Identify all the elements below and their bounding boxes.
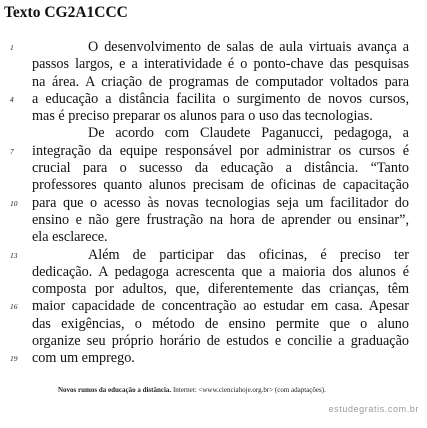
text-line bbox=[0, 177, 427, 194]
text-line bbox=[0, 350, 427, 367]
text-line bbox=[0, 74, 427, 91]
text-line bbox=[0, 108, 427, 125]
line-text: crucial para o sucesso da educação a distância. “Tanto bbox=[32, 160, 409, 177]
line-number: 10 bbox=[10, 198, 18, 208]
text-line bbox=[0, 247, 427, 264]
text-line bbox=[0, 143, 427, 160]
source-work-title: Novos rumos da educação a distância. bbox=[58, 386, 172, 394]
text-line bbox=[0, 281, 427, 298]
text-line bbox=[0, 125, 427, 142]
line-text: O desenvolvimento de salas de aula virtuais avança a bbox=[88, 39, 409, 55]
line-number: 1 bbox=[10, 43, 14, 52]
line-text: para que o acesso às novas tecnologias seja um facilitador do bbox=[32, 194, 409, 211]
line-text: dedicação. A pedagoga acrescenta que a maioria dos alunos é bbox=[32, 263, 409, 280]
source-details: Internet: <www.cienciahoje.org.br> (com adaptações). bbox=[172, 386, 326, 394]
text-body bbox=[0, 39, 427, 368]
line-text: De acordo com Claudete Paganucci, pedagoga, a bbox=[88, 125, 409, 142]
source-citation bbox=[58, 385, 326, 395]
text-line bbox=[0, 298, 427, 315]
text-line bbox=[0, 39, 427, 56]
text-title: Texto CG2A1CCC bbox=[4, 4, 128, 21]
line-text: mas é preciso preparar os alunos para o uso das tecnologias. bbox=[32, 108, 373, 125]
line-text: professores quanto alunos precisam de oficinas de capacitação bbox=[32, 177, 409, 194]
line-text: a educação a distância facilita o surgimento de novos cursos, bbox=[32, 90, 409, 107]
site-watermark: estudegratis.com.br bbox=[328, 404, 419, 414]
line-text: das exigências, o método de ensino permite que o aluno bbox=[32, 315, 409, 332]
line-text: Além de participar das oficinas, é preciso ter bbox=[88, 246, 409, 263]
line-text: passos largos, e a interatividade é o ponto-chave das pesquisas bbox=[32, 56, 409, 73]
line-number: 16 bbox=[10, 302, 18, 312]
line-text: composta por adultos, que, diferentemente das crianças, têm bbox=[32, 281, 409, 298]
text-line bbox=[0, 56, 427, 73]
line-number: 13 bbox=[10, 250, 18, 260]
text-line bbox=[0, 160, 427, 177]
line-text: maior capacidade de concentração ao estudar em casa. Apesar bbox=[32, 298, 409, 315]
line-text: ensino e não gere frustração na hora de aprender ou ensinar”, bbox=[32, 211, 409, 228]
line-text: integração da equipe responsável por administrar os cursos é bbox=[32, 142, 409, 159]
line-number: 19 bbox=[10, 354, 18, 364]
text-line bbox=[0, 333, 427, 350]
text-line bbox=[0, 91, 427, 108]
line-text: com um emprego. bbox=[32, 350, 135, 367]
line-text: ela esclarece. bbox=[32, 229, 108, 246]
line-text: organize seu próprio horário de estudos e concilie a graduação bbox=[32, 333, 409, 350]
text-line bbox=[0, 195, 427, 212]
line-text: na área. A criação de programas de computador voltados para bbox=[32, 73, 409, 90]
line-number: 7 bbox=[10, 146, 14, 156]
text-line bbox=[0, 212, 427, 229]
text-line bbox=[0, 264, 427, 281]
text-line bbox=[0, 316, 427, 333]
text-line bbox=[0, 229, 427, 246]
line-number: 4 bbox=[10, 94, 14, 104]
